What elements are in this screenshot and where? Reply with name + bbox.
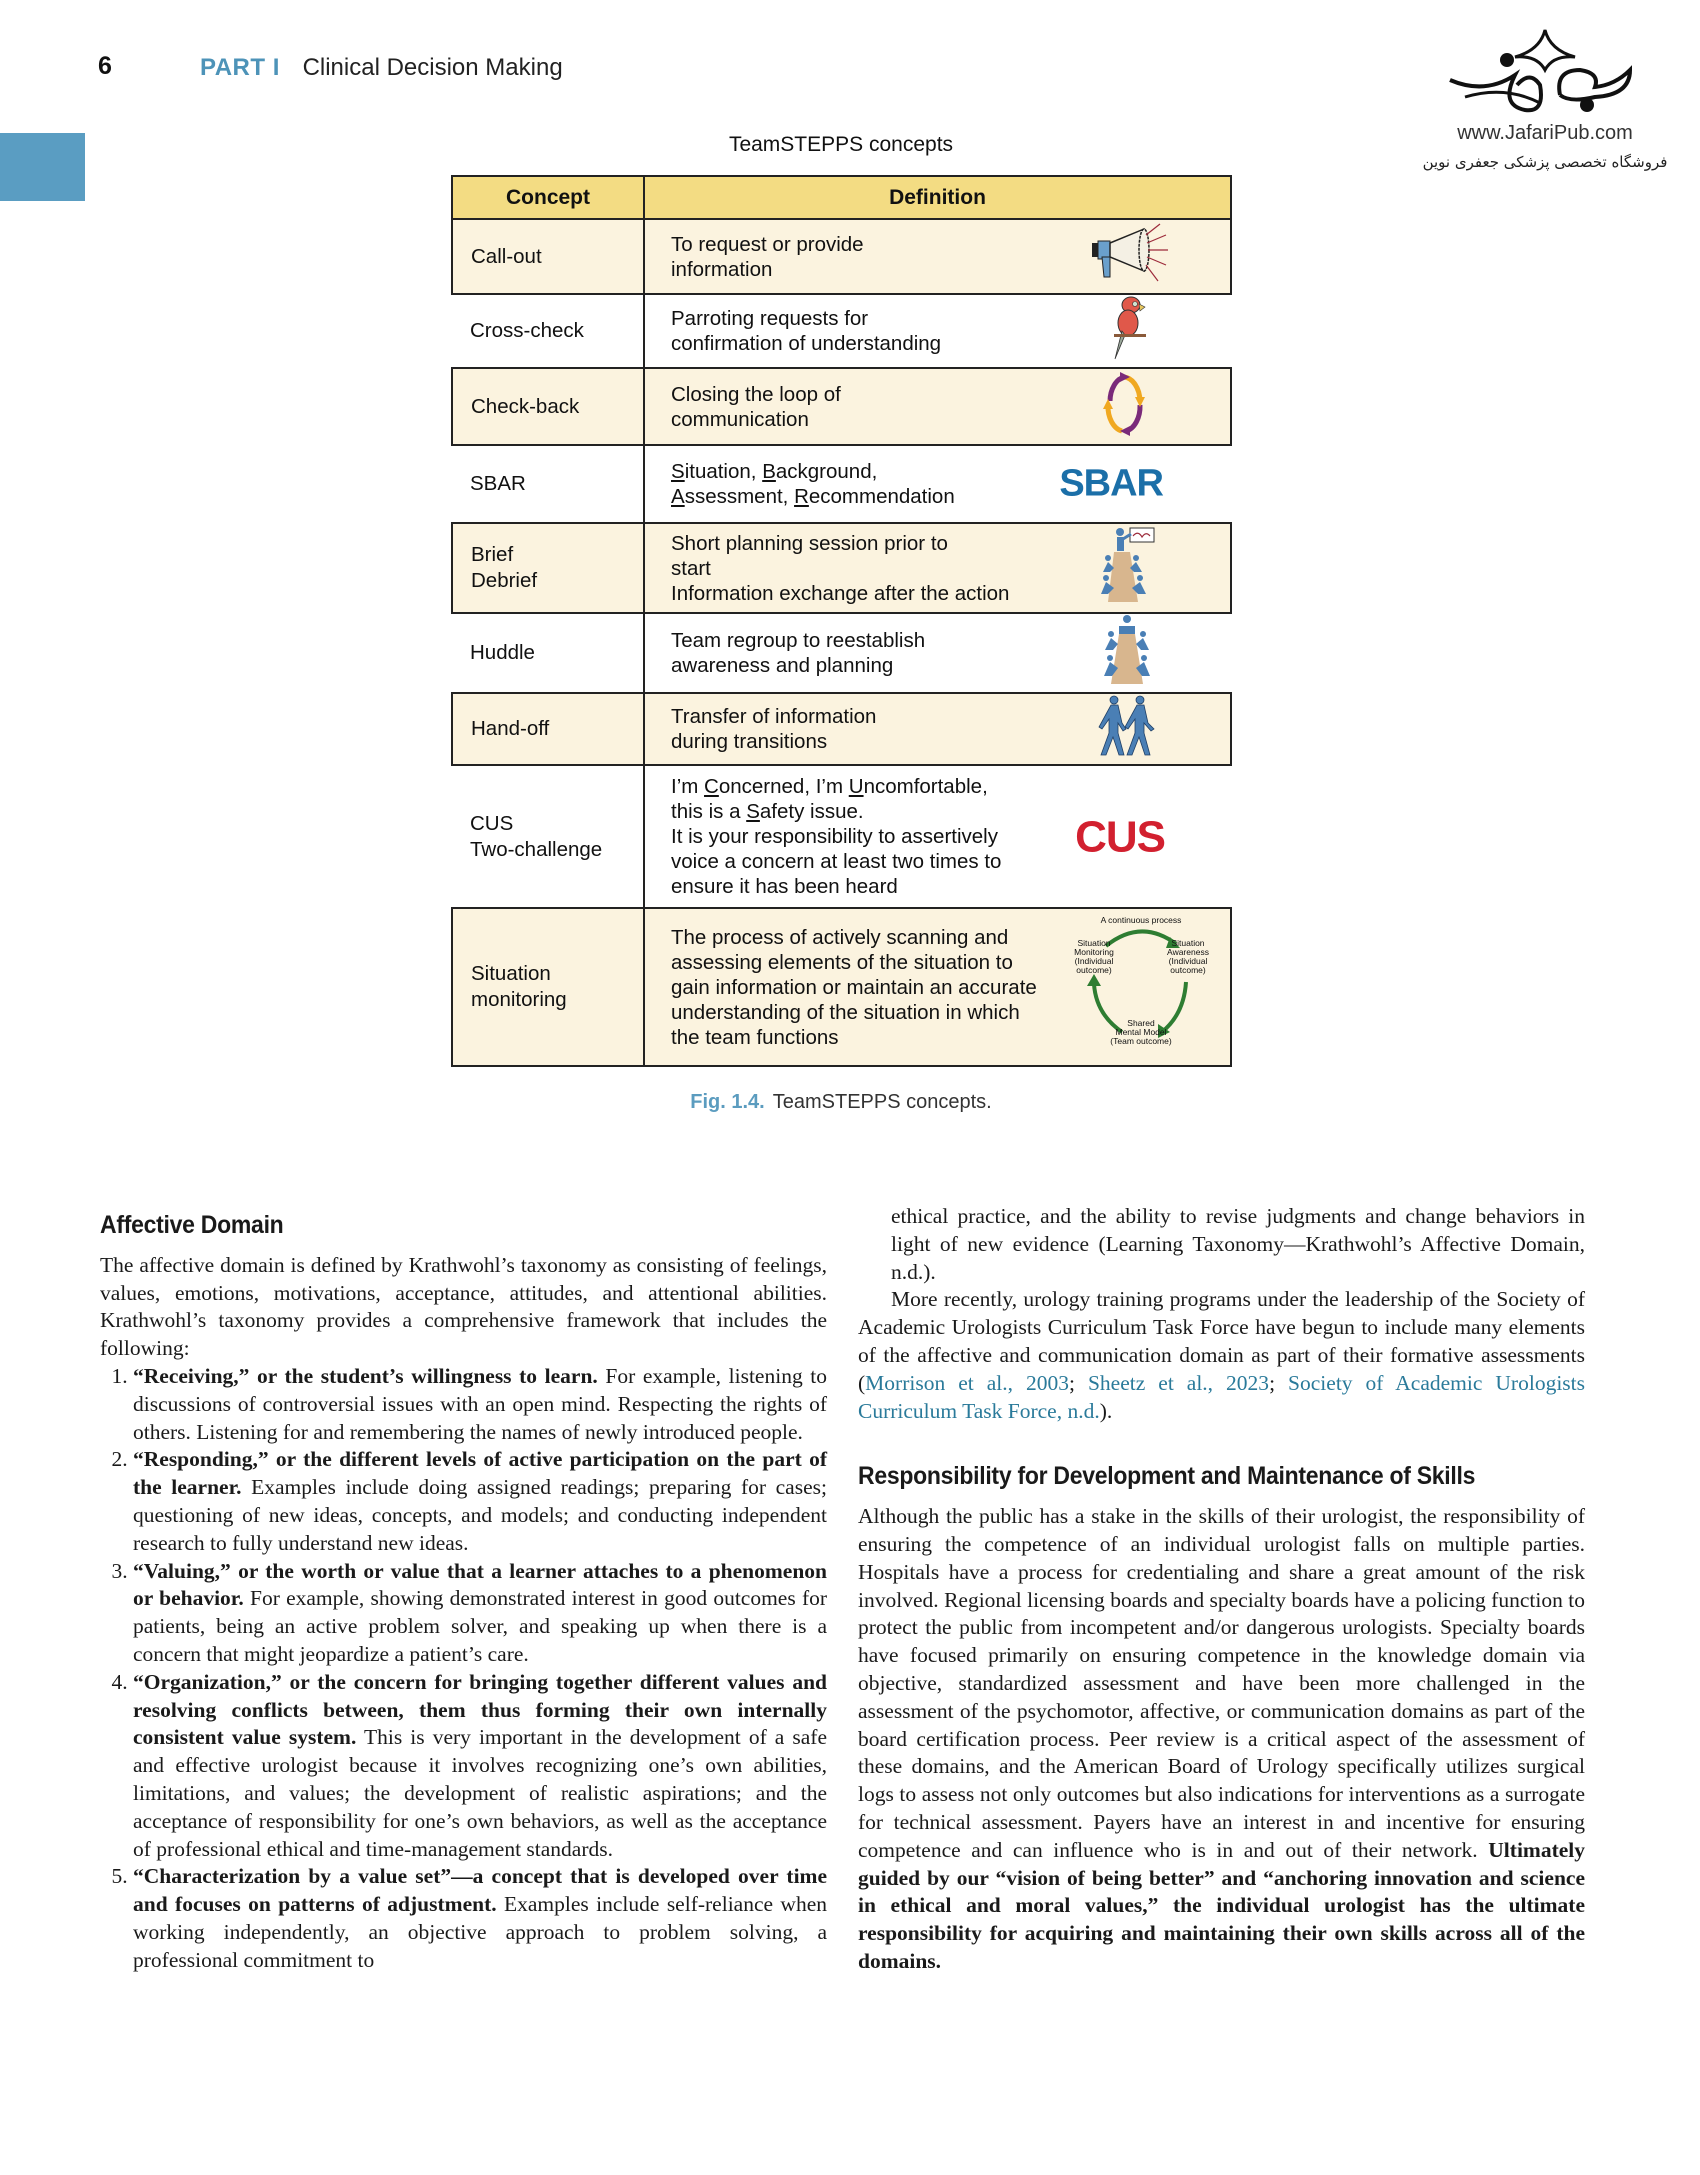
sbar-logo: SBAR: [1059, 462, 1163, 505]
definition-line: the team functions: [671, 1025, 839, 1049]
definition-cell: [644, 523, 1231, 613]
publisher-logo-icon: [1445, 25, 1645, 120]
definition-cell: [644, 613, 1231, 693]
concept-line: Brief: [471, 543, 514, 566]
cycle-arrows-icon: [1100, 371, 1148, 443]
definition-line: To request or provide: [671, 232, 864, 256]
paragraph-training-programs: More recently, urology training programs under the leadership of the Society of Academic Urologists Curriculum Task Force have begun to include many elements of the affective and communication domain as part of their formative assessments (Morrison et al., 2003; Sheetz et al., 2023; Society of Academic Urologists Curriculum Task Force, n.d.).: [858, 1287, 1585, 1423]
table-row: [452, 908, 1231, 1066]
table-row: [452, 219, 1231, 294]
citation-link[interactable]: Sheetz et al., 2023: [1087, 1370, 1270, 1395]
table-row: [452, 294, 1231, 368]
figure-caption-text: TeamSTEPPS concepts.: [772, 1091, 992, 1113]
affective-levels-list: [100, 1363, 827, 1975]
megaphone-icon: [1090, 223, 1170, 291]
definition-line: The process of actively scanning and: [671, 925, 1009, 949]
table-header-row: [452, 176, 1231, 219]
definition-line: Team regroup to reestablish: [671, 629, 926, 652]
concept-line: Debrief: [471, 569, 538, 592]
chapter-tab-marker: [0, 133, 85, 201]
svg-text:(Individual: (Individual: [1074, 956, 1114, 966]
definition-line: Transfer of information: [671, 705, 877, 728]
walking-people-icon: [1096, 695, 1160, 763]
publisher-url: www.JafariPub.com: [1457, 122, 1633, 144]
svg-text:outcome): outcome): [1076, 965, 1112, 975]
list-item: 3. “Valuing,” or the worth or value that a learner attaches to a phenomenon or behavior. For example, showing demonstrated interest in good outcomes for patients, being an active problem solver, and speaking up when there is a concern that might jeopardize a patient’s care.: [133, 1558, 827, 1669]
definition-line: Parroting requests for: [671, 307, 869, 330]
left-column: [100, 1212, 827, 1975]
column-header-concept: Concept: [452, 176, 644, 219]
definition-line: information: [671, 257, 773, 281]
section-heading-affective-domain: Affective Domain: [100, 1211, 284, 1239]
definition-line: assessing elements of the situation to: [671, 950, 1013, 974]
definition-line: communication: [671, 407, 809, 431]
definition-cell: [644, 294, 1231, 368]
list-item: 4. “Organization,” or the concern for bringing together different values and resolving conflicts between, them thus forming their own internally consistent value system. This is very important in the development of a safe and effective urologist because it involves recognizing one’s own abilities, limitations, and values; the development of realistic aspirations; and the acceptance of responsibility for one’s own behaviors, as well as the acceptance of professional ethical and time-management standards.: [133, 1669, 827, 1864]
concept-cell: Huddle: [452, 613, 644, 693]
citation-link[interactable]: Society of Academic Urologists Curriculum Task Force, n.d.: [858, 1370, 1585, 1423]
figure-caption-label: Fig. 1.4.: [690, 1091, 765, 1113]
concept-cell: [452, 765, 644, 908]
table-row: [452, 445, 1231, 523]
definition-line: awareness and planning: [671, 654, 894, 677]
parrot-icon: [1109, 295, 1149, 367]
teamstepps-table: [451, 175, 1232, 1067]
continuous-process-diagram: [1066, 914, 1216, 1060]
column-header-definition: Definition: [644, 176, 1231, 219]
paragraph-responsibility: Although the public has a stake in the skills of their urologist, the responsibility of ensuring the competence of an individual urologist falls on multiple parties. Hospitals have a process for credentialing and share a great amount of the risk involved. Regional licensing boards and specialty boards have a policing function to protect the public from incompetent and/or dangerous urologists. Specialty boards have focused primarily on ensuring competence in the knowledge domain via objective, standardized assessment and have been more challenged in the assessment of the psychomotor, affective, or communication domains as part of the board certification process. Peer review is a critical aspect of the assessment of these domains, and the American Board of Urology specifically utilizes surgical logs to assess not only outcomes but also indications for interventions as a surrogate for technical assessment. Payers have an interest in and incentive for ensuring competence and can influence who is in and out of their network. Ultimately guided by our “vision of being better” and “anchoring innovation and science in ethical and moral values,” the individual urologist has the ultimate responsibility for acquiring and maintaining their own skills across all of the domains.: [858, 1504, 1585, 1973]
table-row: [452, 523, 1231, 613]
definition-cell: [644, 693, 1231, 765]
part-label: PART I: [200, 54, 280, 81]
concept-cell: Call-out: [452, 219, 644, 294]
definition-line: Situation, Background,: [671, 460, 878, 483]
concept-line: monitoring: [471, 988, 567, 1011]
list-item: 1. “Receiving,” or the student’s willingness to learn. For example, listening to discussions of controversial issues with an open mind. Respecting the rights of others. Listening for and remembering the names of newly introduced people.: [133, 1363, 827, 1446]
svg-text:Monitoring: Monitoring: [1074, 947, 1114, 957]
definition-cell: [644, 219, 1231, 294]
definition-line: voice a concern at least two times to: [671, 850, 1002, 873]
team-briefing-icon: [1100, 526, 1156, 610]
diagram-title: A continuous process: [1100, 915, 1182, 925]
svg-text:(Team outcome): (Team outcome): [1110, 1036, 1172, 1046]
list-continuation: ethical practice, and the ability to revise judgments and change behaviors in light of new evidence (Learning Taxonomy—Krathwohl’s Affective Domain, n.d.).: [891, 1204, 1585, 1284]
svg-text:outcome): outcome): [1170, 965, 1206, 975]
definition-line: during transitions: [671, 730, 828, 753]
section-heading-responsibility: Responsibility for Development and Maintenance of Skills: [858, 1462, 1476, 1491]
definition-line: start: [671, 556, 711, 580]
definition-cell: [644, 765, 1231, 908]
svg-text:Awareness: Awareness: [1167, 947, 1209, 957]
concept-cell: Check-back: [452, 368, 644, 445]
table-row: [452, 693, 1231, 765]
definition-line: this is a Safety issue.: [671, 800, 864, 823]
intro-paragraph: The affective domain is defined by Krathwohl’s taxonomy as consisting of feelings, values, emotions, motivations, acceptance, attitudes, and attentional abilities. Krathwohl’s taxonomy provides a comprehensive framework that includes the following:: [100, 1252, 827, 1361]
definition-line: Information exchange after the action: [671, 581, 1010, 605]
concept-line: Situation: [471, 962, 551, 985]
concept-cell: Cross-check: [452, 294, 644, 368]
definition-line: Short planning session prior to: [671, 531, 948, 555]
concept-cell: Hand-off: [452, 693, 644, 765]
running-header: [200, 54, 563, 82]
table-row: [452, 368, 1231, 445]
table-row: [452, 613, 1231, 693]
definition-line: I’m Concerned, I’m Uncomfortable,: [671, 775, 988, 798]
definition-line: gain information or maintain an accurate: [671, 975, 1037, 999]
definition-line: ensure it has been heard: [671, 875, 898, 898]
svg-text:(Individual: (Individual: [1168, 956, 1208, 966]
citation-link[interactable]: Morrison et al., 2003: [865, 1370, 1069, 1395]
svg-text:Shared: Shared: [1127, 1018, 1155, 1028]
svg-text:Situation: Situation: [1077, 938, 1111, 948]
definition-cell: [644, 908, 1231, 1066]
definition-cell: [644, 368, 1231, 445]
figure-title: TeamSTEPPS concepts: [728, 133, 954, 156]
svg-text:Situation: Situation: [1171, 938, 1205, 948]
publisher-watermark: [1410, 25, 1680, 195]
definition-line: understanding of the situation in which: [671, 1000, 1020, 1024]
concept-cell: [452, 523, 644, 613]
right-column: [858, 1203, 1585, 1976]
cus-logo: CUS: [1075, 812, 1165, 861]
definition-line: Assessment, Recommendation: [671, 485, 955, 508]
definition-line: confirmation of understanding: [671, 332, 942, 355]
definition-line: It is your responsibility to assertively: [671, 825, 998, 848]
page-number: 6: [98, 52, 112, 80]
publisher-subtitle: فروشگاه تخصصی پزشکی جعفری نوین: [1422, 153, 1668, 171]
figure-caption: [451, 1091, 1231, 1114]
definition-cell: [644, 445, 1231, 523]
list-item: 5. “Characterization by a value set”—a concept that is developed over time and focuses on patterns of adjustment. Examples include self-reliance when working independently, an objective approach to problem solving, a professional commitment to: [133, 1863, 827, 1974]
table-row: [452, 765, 1231, 908]
chapter-title: Clinical Decision Making: [302, 54, 563, 81]
definition-line: Closing the loop of: [671, 382, 841, 406]
concept-cell: [452, 908, 644, 1066]
concept-line: Two-challenge: [470, 837, 603, 861]
concept-line: CUS: [470, 811, 514, 835]
list-item: 2. “Responding,” or the different levels of active participation on the part of the learner. Examples include doing assigned readings; preparing for cases; questioning of new ideas, concepts, and models; and conducting independent research to fully understand new ideas.: [133, 1446, 827, 1557]
concept-cell: SBAR: [452, 445, 644, 523]
svg-text:Mental Model: Mental Model: [1115, 1027, 1167, 1037]
team-huddle-icon: [1103, 614, 1151, 692]
